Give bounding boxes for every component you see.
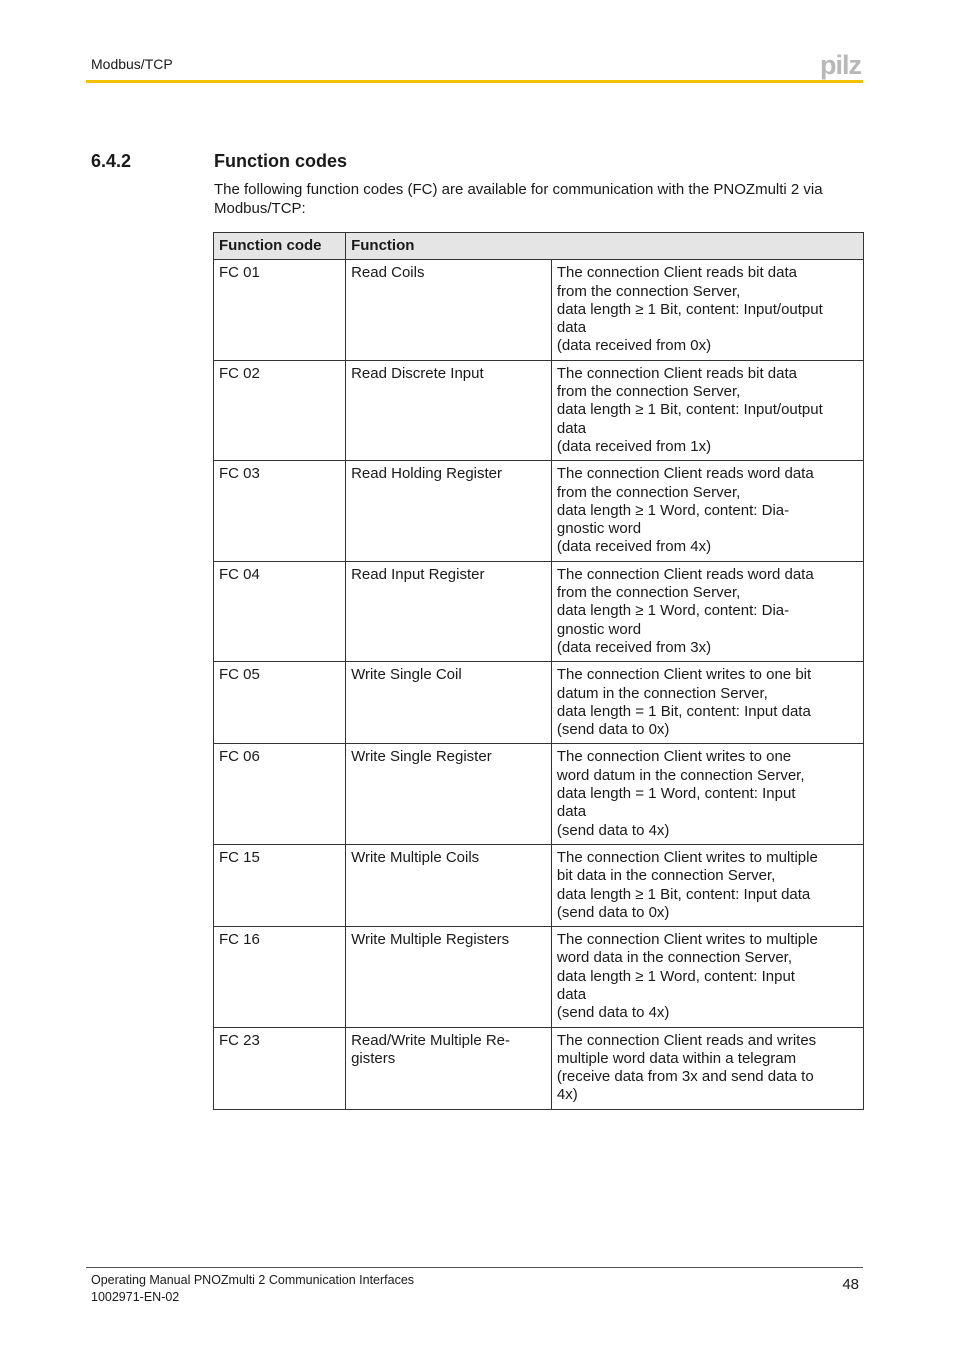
footer-info — [91, 1272, 414, 1306]
table-body — [214, 260, 864, 1109]
description-line: from the connection Server, — [556, 584, 741, 602]
table-row — [214, 1027, 864, 1109]
description-line: The connection Client writes to multiple — [556, 931, 818, 949]
description-line: from the connection Server, — [556, 383, 741, 401]
description-line: The connection Client writes to multiple — [556, 848, 818, 866]
description-line: The connection Client reads word data — [556, 465, 814, 483]
pilz-logo: pilz — [820, 50, 861, 80]
description-line: (data received from 3x) — [556, 638, 712, 656]
function-code-cell: FC 06 — [214, 744, 346, 844]
function-name-cell: Read Coils — [346, 260, 552, 360]
table-row — [214, 561, 864, 661]
description-line: gnostic word — [556, 620, 642, 638]
function-description-cell — [551, 662, 863, 744]
description-line: data — [556, 803, 587, 821]
footer-manual-title: Operating Manual PNOZmulti 2 Communication Interfaces — [91, 1273, 415, 1287]
table-row — [214, 260, 864, 360]
description-line: The connection Client reads bit data — [556, 264, 798, 282]
description-line: data length ≥ 1 Word, content: Dia- — [556, 501, 790, 519]
header-title: Modbus/TCP — [91, 56, 173, 72]
function-description-cell — [551, 461, 863, 561]
description-line: (data received from 4x) — [556, 538, 712, 556]
function-name-line: Read/Write Multiple Re- — [351, 1031, 511, 1049]
description-line: datum in the connection Server, — [556, 684, 768, 702]
function-codes-table — [213, 232, 864, 1110]
description-line: data length ≥ 1 Bit, content: Input/output — [556, 300, 823, 318]
function-name-cell: Write Multiple Registers — [346, 927, 552, 1027]
footer-doc-number: 1002971-EN-02 — [91, 1290, 180, 1304]
description-line: 4x) — [556, 1086, 578, 1104]
table-row — [214, 360, 864, 460]
description-line: (data received from 1x) — [556, 437, 712, 455]
description-line: The connection Client reads and writes — [556, 1031, 817, 1049]
description-line: (send data to 0x) — [556, 903, 670, 921]
function-description-cell — [551, 744, 863, 844]
description-line: data — [556, 319, 587, 337]
function-description-cell — [551, 561, 863, 661]
function-name-cell — [346, 1027, 552, 1109]
description-line: The connection Client reads word data — [556, 565, 814, 583]
function-name-cell: Write Multiple Coils — [346, 844, 552, 926]
description-line: (send data to 4x) — [556, 821, 670, 839]
description-line: data length = 1 Word, content: Input — [556, 785, 796, 803]
section-title: Function codes — [214, 151, 348, 171]
description-line: The connection Client writes to one bit — [556, 666, 812, 684]
table-row — [214, 927, 864, 1027]
description-line: data length ≥ 1 Bit, content: Input data — [556, 885, 811, 903]
function-name-line: gisters — [351, 1049, 396, 1067]
function-code-cell: FC 04 — [214, 561, 346, 661]
function-description-cell — [551, 360, 863, 460]
function-name-cell: Read Discrete Input — [346, 360, 552, 460]
header-rule — [86, 80, 863, 83]
table-row — [214, 461, 864, 561]
table-row — [214, 662, 864, 744]
function-description-cell — [551, 1027, 863, 1109]
description-line: data length = 1 Bit, content: Input data — [556, 702, 811, 720]
function-description-cell — [551, 844, 863, 926]
description-line: data length ≥ 1 Word, content: Input — [556, 967, 795, 985]
function-name-cell: Write Single Register — [346, 744, 552, 844]
description-line: from the connection Server, — [556, 282, 741, 300]
header-function-code: Function code — [214, 233, 346, 260]
function-code-cell: FC 16 — [214, 927, 346, 1027]
description-line: data — [556, 985, 587, 1003]
description-line: The connection Client reads bit data — [556, 364, 798, 382]
description-line: (send data to 0x) — [556, 721, 670, 739]
description-line: multiple word data within a telegram — [556, 1049, 797, 1067]
function-code-cell: FC 02 — [214, 360, 346, 460]
table-header-row — [214, 233, 864, 260]
function-code-cell: FC 15 — [214, 844, 346, 926]
description-line: word datum in the connection Server, — [556, 766, 805, 784]
footer-rule — [86, 1267, 863, 1268]
description-line: (data received from 0x) — [556, 337, 712, 355]
description-line: (receive data from 3x and send data to — [556, 1068, 814, 1086]
function-name-cell: Read Input Register — [346, 561, 552, 661]
description-line: data length ≥ 1 Word, content: Dia- — [556, 602, 790, 620]
function-description-cell — [551, 927, 863, 1027]
function-code-cell: FC 03 — [214, 461, 346, 561]
description-line: The connection Client writes to one — [556, 748, 792, 766]
page-number: 48 — [842, 1276, 859, 1293]
section-number: 6.4.2 — [91, 151, 132, 171]
table-row — [214, 744, 864, 844]
function-code-cell: FC 23 — [214, 1027, 346, 1109]
table-row — [214, 844, 864, 926]
function-code-cell: FC 01 — [214, 260, 346, 360]
description-line: from the connection Server, — [556, 483, 741, 501]
function-name-cell: Write Single Coil — [346, 662, 552, 744]
description-line: word data in the connection Server, — [556, 949, 793, 967]
description-line: bit data in the connection Server, — [556, 867, 776, 885]
function-name-cell: Read Holding Register — [346, 461, 552, 561]
description-line: data — [556, 419, 587, 437]
function-description-cell — [551, 260, 863, 360]
header-function: Function — [346, 233, 864, 260]
function-code-cell: FC 05 — [214, 662, 346, 744]
description-line: (send data to 4x) — [556, 1004, 670, 1022]
intro-paragraph: The following function codes (FC) are available for communication with the PNOZmulti 2 via Modbus/TCP: — [214, 181, 823, 217]
description-line: gnostic word — [556, 520, 642, 538]
description-line: data length ≥ 1 Bit, content: Input/output — [556, 401, 823, 419]
